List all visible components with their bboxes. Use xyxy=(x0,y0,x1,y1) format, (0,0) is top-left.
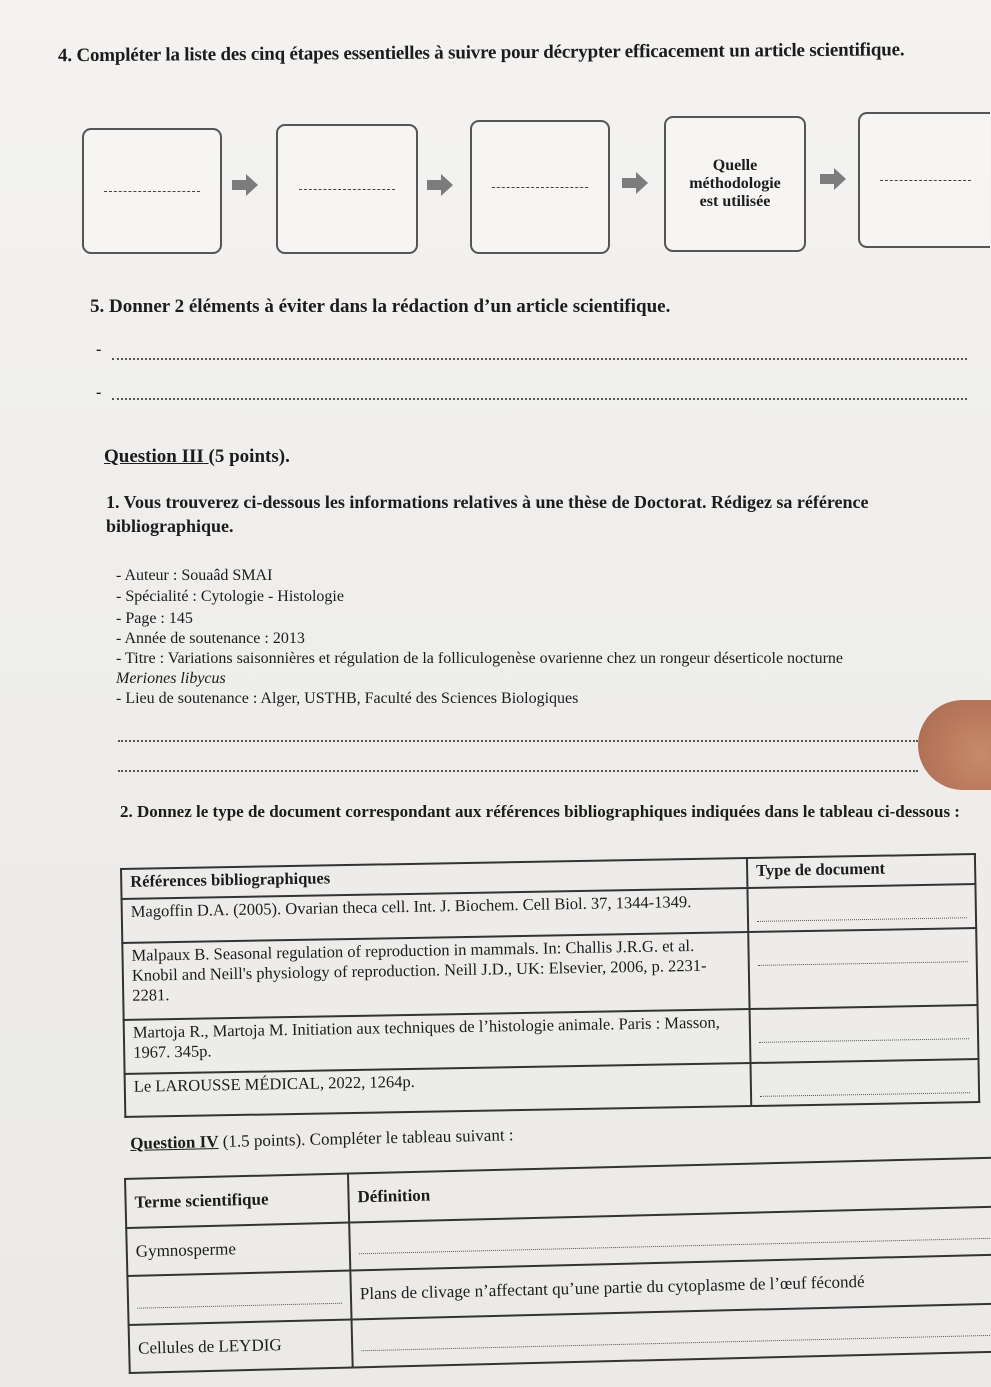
reference-cell: Magoffin D.A. (2005). Ovarian theca cell. Int. J. Biochem. Cell Biol. 37, 1344-1349. xyxy=(122,888,749,942)
reference-cell: Le LAROUSSE MÉDICAL, 2022, 1264p. xyxy=(125,1063,752,1117)
step-1-blank[interactable] xyxy=(104,191,199,192)
info-page: - Page : 145 xyxy=(116,610,193,627)
question-3-part1: 1. Vous trouverez ci-dessous les informations relatives à une thèse de Doctorat. Rédigez sa référence bibliographique. xyxy=(106,492,869,536)
type-answer-cell[interactable] xyxy=(748,928,977,1009)
arrow-icon xyxy=(427,174,453,196)
references-table xyxy=(120,853,980,1118)
info-specialite: - Spécialité : Cytologie - Histologie xyxy=(116,588,344,605)
question-3-label: Question III xyxy=(104,446,204,467)
type-answer-blank[interactable] xyxy=(757,943,967,966)
answer-line-1[interactable] xyxy=(112,358,967,360)
info-annee: - Année de soutenance : 2013 xyxy=(116,630,305,647)
question-iv-label: Question IV xyxy=(130,1131,219,1153)
info-lieu: - Lieu de soutenance : Alger, USTHB, Faculté des Sciences Biologiques xyxy=(116,690,579,707)
term-cell: Gymnosperme xyxy=(126,1222,350,1276)
arrow-icon xyxy=(232,174,258,196)
question-4-title: 4. Compléter la liste des cinq étapes essentielles à suivre pour décrypter efficacement un article scientifique. xyxy=(57,39,905,67)
bullet-dash: - xyxy=(96,341,102,358)
type-answer-cell[interactable] xyxy=(750,1059,979,1106)
column-header-references: Références bibliographiques xyxy=(121,858,747,899)
term-blank[interactable] xyxy=(137,1286,342,1308)
step-4-line1: Quelle xyxy=(712,157,758,174)
answer-line-2[interactable] xyxy=(112,398,967,400)
type-answer-cell[interactable] xyxy=(747,884,976,931)
question-5-title: 5. Donner 2 éléments à éviter dans la rédaction d’un article scientifique. xyxy=(90,296,671,317)
info-titre: - Titre : Variations saisonnières et régulation de la folliculogenèse ovarienne chez un rongeur déserticole nocturne xyxy=(116,650,844,667)
type-answer-cell[interactable] xyxy=(750,1005,979,1063)
step-box-2[interactable] xyxy=(276,124,418,254)
reference-answer-line-1[interactable] xyxy=(118,740,918,742)
type-answer-blank[interactable] xyxy=(757,900,967,923)
type-answer-blank[interactable] xyxy=(760,1074,970,1097)
column-header-term: Terme scientifique xyxy=(125,1174,349,1228)
arrow-icon xyxy=(820,168,846,190)
step-4-line2: méthodologie xyxy=(689,175,781,192)
reference-answer-line-2[interactable] xyxy=(118,770,918,772)
question-3-part2: 2. Donnez le type de document correspondant aux références bibliographiques indiquées dans le tableau ci-dessous : xyxy=(120,802,960,821)
step-box-3[interactable] xyxy=(470,120,610,254)
column-header-type: Type de document xyxy=(747,854,975,888)
column-header-definition: Définition xyxy=(348,1158,991,1222)
question-iv-instructions: (1.5 points). Compléter le tableau suivant : xyxy=(222,1125,514,1151)
step-box-4 xyxy=(664,116,806,252)
step-box-5[interactable] xyxy=(858,112,990,248)
step-box-1[interactable] xyxy=(82,128,222,254)
info-auteur: - Auteur : Souaâd SMAI xyxy=(116,567,273,584)
question-3-heading xyxy=(104,446,290,468)
bullet-dash: - xyxy=(96,384,102,401)
definition-cell: Plans de clivage n’affectant qu’une partie du cytoplasme de l’œuf fécondé xyxy=(350,1254,991,1318)
info-espece: Meriones libycus xyxy=(116,670,226,687)
reference-cell: Martoja R., Martoja M. Initiation aux techniques de l’histologie animale. Paris : Masson, 1967. 345p. xyxy=(124,1009,751,1074)
term-cell: Cellules de LEYDIG xyxy=(129,1319,353,1373)
steps-flowchart xyxy=(82,112,991,262)
step-3-blank[interactable] xyxy=(492,187,587,188)
step-2-blank[interactable] xyxy=(299,189,396,190)
definition-blank[interactable] xyxy=(361,1319,991,1352)
terms-table xyxy=(124,1156,991,1373)
type-answer-blank[interactable] xyxy=(759,1020,969,1043)
reference-cell: Malpaux B. Seasonal regulation of reproduction in mammals. In: Challis J.R.G. et al. Knobil and Neill's physiology of reproduction. Neill J.D., UK: Elsevier, 2006, p. 2231-2281. xyxy=(122,932,749,1020)
question-3-points: (5 points). xyxy=(208,446,290,467)
question-iv-heading xyxy=(130,1125,514,1154)
finger-in-photo xyxy=(918,700,991,790)
step-4-line3: est utilisée xyxy=(699,193,771,210)
definition-blank[interactable] xyxy=(359,1222,991,1255)
arrow-icon xyxy=(622,172,648,194)
step-5-blank[interactable] xyxy=(880,180,971,181)
term-answer-cell[interactable] xyxy=(127,1270,351,1324)
table-row xyxy=(122,928,977,1020)
